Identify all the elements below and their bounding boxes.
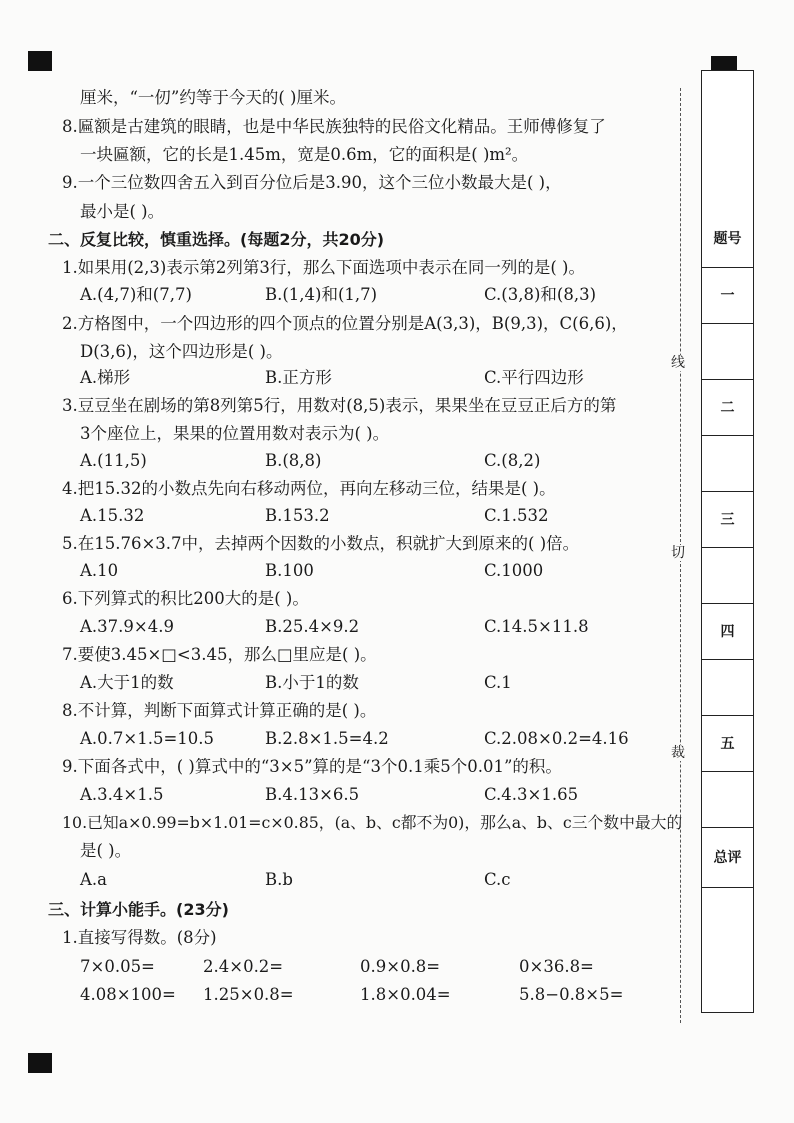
score-row-label: 一 [702,267,753,323]
calc-item: 1.25×0.8= [203,985,294,1004]
s2-q2-stem: 2.方格图中，一个四边形的四个顶点的位置分别是A(3,3)，B(9,3)，C(6,6)， [62,314,628,333]
s2-q9-option-c: C.4.3×1.65 [484,785,579,804]
calc-item: 2.4×0.2= [203,957,284,976]
s2-q5-option-c: C.1000 [484,561,544,580]
s2-q8-option-b: B.2.8×1.5=4.2 [265,729,389,748]
calc-item: 1.8×0.04= [360,985,451,1004]
score-row-blank[interactable] [702,887,753,1011]
s2-q4-option-c: C.1.532 [484,506,549,525]
s2-q10-stem: 10.已知a×0.99=b×1.01=c×0.85，(a、b、c都不为0)，那么a、b、c三个数中最大的 [62,813,683,832]
s2-q3-option-a: A.(11,5) [80,451,147,470]
registration-mark-bottom-left [28,1053,52,1073]
s2-q10-option-a: A.a [80,870,107,889]
s2-q6-stem: 6.下列算式的积比200大的是( )。 [62,589,309,608]
score-table-header [702,211,753,267]
s2-q3-option-c: C.(8,2) [484,451,541,470]
s2-q2-option-c: C.平行四边形 [484,368,584,387]
s2-q3-option-b: B.(8,8) [265,451,322,470]
s2-q9-option-b: B.4.13×6.5 [265,785,360,804]
score-row-label: 五 [702,715,753,771]
section2-heading: 二、反复比较，慎重选择。(每题2分，共20分) [48,230,385,249]
binding-char-line: 线 [671,355,685,371]
binding-char-cut: 切 [671,545,685,561]
s2-q1-option-c: C.(3,8)和(8,3) [484,285,597,304]
s2-q9-stem: 9.下面各式中，( )算式中的“3×5”算的是“3个0.1乘5个0.01”的积。 [62,757,562,776]
s2-q10-option-c: C.c [484,870,511,889]
s2-q5-option-a: A.10 [80,561,119,580]
s2-q1-option-b: B.(1,4)和(1,7) [265,285,378,304]
score-row-blank[interactable] [702,659,753,715]
section3-heading: 三、计算小能手。(23分) [48,900,229,919]
s2-q7-option-b: B.小于1的数 [265,673,359,692]
s2-q7-option-c: C.1 [484,673,512,692]
s3-sub1-heading: 1.直接写得数。(8分) [62,928,217,947]
score-row-label: 三 [702,491,753,547]
s2-q5-stem: 5.在15.76×3.7中，去掉两个因数的小数点，积就扩大到原来的( )倍。 [62,534,580,553]
score-row-label: 四 [702,603,753,659]
s2-q10-option-b: B.b [265,870,293,889]
calc-item: 0×36.8= [519,957,594,976]
s2-q7-option-a: A.大于1的数 [80,673,174,692]
s2-q10-stem2: 是( )。 [80,841,132,860]
s2-q1-option-a: A.(4,7)和(7,7) [80,285,192,304]
score-row-label: 二 [702,379,753,435]
s2-q8-stem: 8.不计算，判断下面算式计算正确的是( )。 [62,701,377,720]
binding-char-trim: 裁 [671,745,685,761]
s2-q8-option-c: C.2.08×0.2=4.16 [484,729,629,748]
q8-line1: 8.匾额是古建筑的眼睛，也是中华民族独特的民俗文化精品。王师傅修复了 [62,117,606,136]
score-table-header-label: 题号 [713,231,742,247]
s2-q1-stem: 1.如果用(2,3)表示第2列第3行，那么下面选项中表示在同一列的是( )。 [62,258,585,277]
s2-q8-option-a: A.0.7×1.5=10.5 [80,729,215,748]
s2-q4-option-a: A.15.32 [80,506,145,525]
s2-q5-option-b: B.100 [265,561,314,580]
q7-tail-line: 厘米，“一仞”约等于今天的( )厘米。 [80,88,346,107]
calc-item: 5.8−0.8×5= [519,985,624,1004]
score-table [701,70,754,1013]
s2-q3-stem: 3.豆豆坐在剧场的第8列第5行，用数对(8,5)表示，果果坐在豆豆正后方的第 [62,396,617,415]
q9-line2: 最小是( )。 [80,202,165,221]
score-row-label: 总评 [702,827,753,887]
s2-q4-stem: 4.把15.32的小数点先向右移动两位，再向左移动三位，结果是( )。 [62,479,556,498]
score-row-blank[interactable] [702,547,753,603]
s2-q6-option-a: A.37.9×4.9 [80,617,174,636]
s2-q6-option-b: B.25.4×9.2 [265,617,360,636]
q8-line2: 一块匾额，它的长是1.45m，宽是0.6m，它的面积是( )m²。 [80,145,529,164]
calc-item: 7×0.05= [80,957,155,976]
registration-mark-top-left [28,51,52,71]
calc-item: 0.9×0.8= [360,957,441,976]
s2-q2-option-b: B.正方形 [265,368,332,387]
s2-q2-stem2: D(3,6)，这个四边形是( )。 [80,342,283,361]
s2-q4-option-b: B.153.2 [265,506,330,525]
calc-item: 4.08×100= [80,985,176,1004]
s2-q7-stem: 7.要使3.45×□<3.45，那么□里应是( )。 [62,645,377,664]
score-row-blank[interactable] [702,323,753,379]
s2-q3-stem2: 3个座位上，果果的位置用数对表示为( )。 [80,424,390,443]
q9-line1: 9.一个三位数四舍五入到百分位后是3.90，这个三位小数最大是( )， [62,173,562,192]
s2-q6-option-c: C.14.5×11.8 [484,617,589,636]
score-row-blank[interactable] [702,435,753,491]
s2-q2-option-a: A.梯形 [80,368,131,387]
s2-q9-option-a: A.3.4×1.5 [80,785,164,804]
score-row-blank[interactable] [702,771,753,827]
